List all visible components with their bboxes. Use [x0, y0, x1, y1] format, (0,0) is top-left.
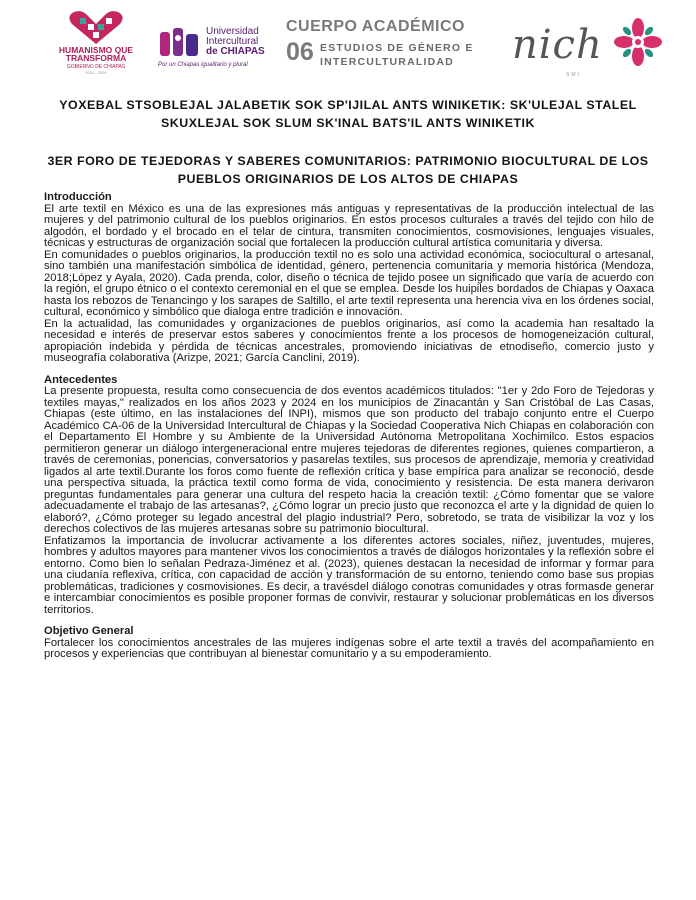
humanismo-line2: TRANSFORMA [65, 53, 127, 63]
humanismo-line4: 2024 - 2030 [85, 70, 107, 75]
nich-wordmark: nich [512, 22, 603, 68]
unich-line1: Universidad [206, 26, 259, 37]
humanismo-line1: HUMANISMO QUE [58, 45, 134, 55]
cuerpo-academico-logo [286, 16, 486, 72]
humanismo-line3: GOBIERNO DE CHIAPAS [66, 64, 126, 70]
nich-logo [510, 14, 670, 78]
humanismo-logo [56, 10, 136, 75]
section-title-objetivo: Objetivo General [44, 625, 134, 637]
document-subtitle: 3ER FORO DE TEJEDORAS Y SABERES COMUNITARIOS: PATRIMONIO BIOCULTURAL DE LOS PUEBLOS ORIGINARIOS DE LOS ALTOS DE CHIAPAS [47, 154, 649, 186]
paragraph: La presente propuesta, resulta como consecuencia de dos eventos académicos titulados: "1er y 2do Foro de Tejedoras y textiles mayas," realizados en los años 2023 y 2024 en los municipios de Zinacantán y San Cristóbal de Las Casas, Chiapas (este último, en las instalaciones del INPI), mismos que son producto del trabajo conjunto entre el Cuerpo Académico CA-06 de la Universidad Intercultural de Chiapas y la Sociedad Cooperativa Nich Chiapas en colaboración con el Departamento El Hombre y su Ambiente de la Universidad Autónoma Metropolitana Xochimilco. Estos espacios permitieron generar un diálogo intergeneracional entre mujeres tejedoras de diferentes regiones, quienes compartieron, a través de ceremonias, ponencias, conversatorios y pasarelas textiles, sus procesos de aprendizaje, memoria y creatividad ligados al arte textil.Durante los foros como fuente de reflexión crítica y base empírica para analizar se reconoció, desde una perspectiva situada, la práctica textil como forma de vida, conocimiento y resistencia. De esta manera derivaron preguntas fundamentales para generar una cultura del respeto hacia la creación textil: ¿Cómo fomentar que se valore adecuadamente el trabajo de las artesanas?, ¿Cómo lograr un precio justo que reconozca el arte y la dignidad de quien lo elaboró?, ¿Cómo proteger su legado ancestral del plagio industrial? Pero, sobretodo, se trata de visibilizar la voz y los derechos colectivos de las mujeres artesanas sobre su patrimonio biocultural. [44, 385, 654, 535]
section-title-antecedentes: Antecedentes [44, 373, 118, 386]
unich-line2: Intercultural [206, 36, 259, 47]
paragraph: En comunidades o pueblos originarios, la producción textil no es solo una actividad económica, sociocultural o artesanal, sino también una manifestación simbólica de identidad, género, pertenencia comunitaria y memoria histórica (Mendoza, 2018;López y Ayala, 2020). Cada prenda, color, diseño o técnica de tejido posee un significado que varía de acuerdo con la región, el grupo étnico o el contexto ceremonial en el que se emplea. Desde los huipiles bordados de Chiapas y Oaxaca hasta los rebozos de Tenancingo y los sarapes de Saltillo, el arte textil representa una herencia viva en los órdenes social, cultural, económico y simbólico que dialoga entre tradición e innovación. [44, 248, 654, 318]
cuerpo-academico-title: CUERPO ACADÉMICO [286, 18, 465, 35]
unich-logo [158, 22, 278, 68]
cuerpo-academico-sub1: ESTUDIOS DE GÉNERO E [320, 42, 474, 54]
spacer [44, 365, 654, 375]
heart-logo-icon [66, 10, 126, 46]
page-header [0, 0, 696, 92]
flower-icon [610, 14, 666, 70]
document-body [44, 192, 654, 661]
cuerpo-academico-number: 06 [286, 38, 314, 66]
spacer [44, 616, 654, 626]
unich-line3: de CHIAPAS [206, 46, 265, 57]
paragraph: En la actualidad, las comunidades y organizaciones de pueblos originarios, así como la academia han resaltado la necesidad e interés de preservar estos saberes y conocimientos frente a los procesos de homogeneización cultural, apropiación indebida y pérdida de técnicas ancestrales, promoviendo iniciativas de etnodiseño, comercio justo y museografía colaborativa (Arizpe, 2021; García Canclini, 2019). [44, 317, 654, 364]
cuerpo-academico-sub2: INTERCULTURALIDAD [320, 56, 454, 68]
paragraph: El arte textil en México es una de las expresiones más antiguas y representativas de la producción intelectual de las mujeres y del patrimonio cultural de los pueblos originarios. En estos procesos culturales a través del tejido con hilo de algodón, el bordado y el brocado en el telar de cintura, transmiten conocimientos, cosmovisiones, lenguajes visuales, técnicas y estructuras de organización social que fortalecen la producción cultural artística comunitaria y diversa. [44, 202, 654, 249]
unich-tagline: Por un Chiapas igualitario y plural [158, 62, 248, 68]
section-title-introduccion: Introducción [44, 191, 112, 203]
paragraph: Enfatizamos la importancia de involucrar activamente a los diferentes actores sociales, niñez, juventudes, mujeres, hombres y adultos mayores para mantener vivos los conocimientos a través de diálogos horizontales y la reflexión sobre el entorno. Como bien lo señalan Pedraza-Jiménez et al. (2023), quienes destacan la necesidad de informar y formar para una ciudanía reflexiva, crítica, con capacidad de acción y transformación de su entorno, teniendo como base sus propias problemáticas, tradiciones y cosmovisiones. Es decir, a travésdel diálogo conotras comunidades y otras formasde generar e intercambiar conocimientos es posible proponer formas de convivir, restaurar y solucionar problemáticas en los diversos territorios. [44, 534, 654, 616]
unich-mark-icon [158, 26, 202, 60]
document-title: YOXEBAL STSOBLEJAL JALABETIK SOK SP'IJILAL ANTS WINIKETIK: SK'ULEJAL STALEL SKUXLEJAL SOK SLUM SK'INAL BATS'IL ANTS WINIKETIK [59, 98, 637, 130]
nich-sub: SMI [566, 72, 581, 78]
paragraph: Fortalecer los conocimientos ancestrales de las mujeres indígenas sobre el arte textil a través del acompañamiento en procesos y experiencias que contribuyan al bienestar comunitario y a su empoderamiento. [44, 636, 654, 660]
